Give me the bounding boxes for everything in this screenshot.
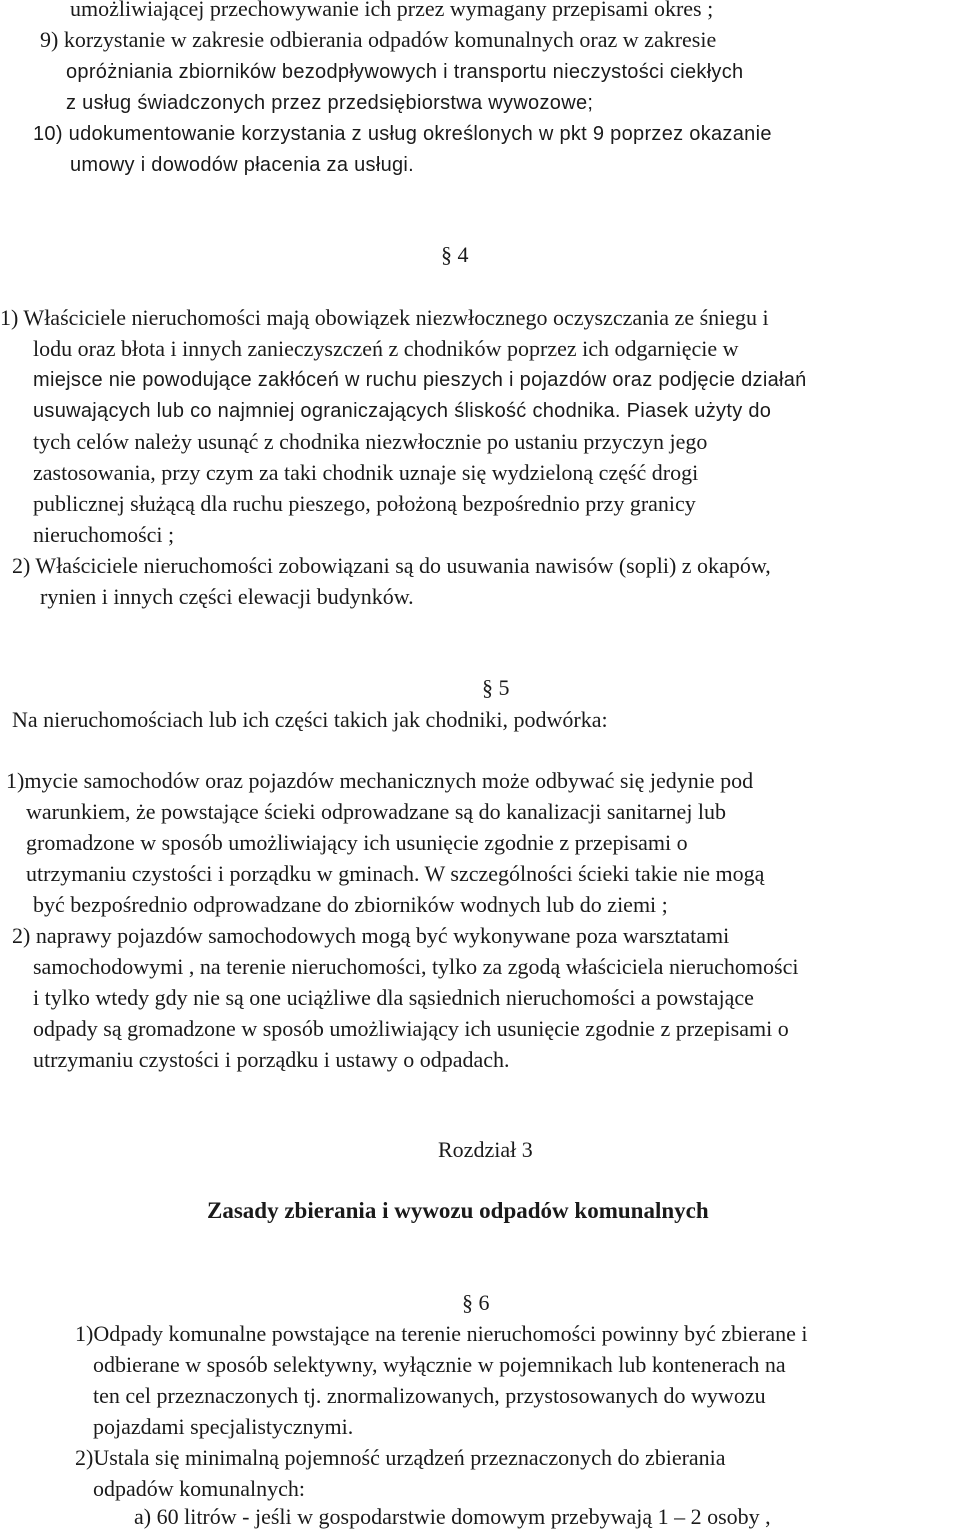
text-line: pojazdami specjalistycznymi. (93, 1414, 354, 1439)
chapter-title: Rozdział 3 (438, 1137, 533, 1162)
text-line: być bezpośrednio odprowadzane do zbiorników wodnych lub do ziemi ; (33, 892, 668, 917)
paragraph-5-1: 1)mycie samochodów oraz pojazdów mechanicznych może odbywać się jedynie pod (6, 768, 754, 793)
paragraph-6-2: 2)Ustala się minimalną pojemność urządzeń przeznaczonych do zbierania (75, 1445, 726, 1470)
text-line: tych celów należy usunąć z chodnika niezwłocznie po ustaniu przyczyn jego (33, 429, 708, 454)
text-line: gromadzone w sposób umożliwiający ich usunięcie zgodnie z przepisami o (26, 830, 688, 855)
text-line: umowy i dowodów płacenia za usługi. (70, 154, 415, 176)
chapter-heading: Zasady zbierania i wywozu odpadów komunalnych (207, 1198, 709, 1223)
text-line: miejsce nie powodujące zakłóceń w ruchu pieszych i pojazdów oraz podjęcie działań (33, 369, 807, 391)
list-item-10: 10) udokumentowanie korzystania z usług określonych w pkt 9 poprzez okazanie (33, 123, 772, 145)
text-line: lodu oraz błota i innych zanieczyszczeń z chodników poprzez ich odgarnięcie w (33, 336, 739, 361)
text-line: opróżniania zbiorników bezodpływowych i transportu nieczystości ciekłych (66, 61, 744, 83)
text-line: odpady są gromadzone w sposób umożliwiający ich usunięcie zgodnie z przepisami o (33, 1016, 789, 1041)
text-line: z usług świadczonych przez przedsiębiorstwa wywozowe; (66, 92, 594, 114)
text-line: umożliwiającej przechowywanie ich przez wymagany przepisami okres ; (70, 0, 714, 21)
paragraph-4-2: 2) Właściciele nieruchomości zobowiązani są do usuwania nawisów (sopli) z okapów, (12, 553, 771, 578)
paragraph-4-1: 1) Właściciele nieruchomości mają obowiązek niezwłocznego oczyszczania ze śniegu i (0, 305, 769, 330)
text-line: utrzymaniu czystości i porządku i ustawy o odpadach. (33, 1047, 510, 1072)
list-item-a: a) 60 litrów - jeśli w gospodarstwie domowym przebywają 1 – 2 osoby , (134, 1504, 771, 1529)
paragraph-6-1: 1)Odpady komunalne powstające na terenie nieruchomości powinny być zbierane i (75, 1321, 808, 1346)
text-line: publicznej służącą dla ruchu pieszego, położoną bezpośrednio przy granicy (33, 491, 696, 516)
text-line: i tylko wtedy gdy nie są one uciążliwe dla sąsiednich nieruchomości a powstające (33, 985, 754, 1010)
text-line: usuwających lub co najmniej ograniczających śliskość chodnika. Piasek użyty do (33, 400, 772, 422)
text-line: warunkiem, że powstające ścieki odprowadzane są do kanalizacji sanitarnej lub (26, 799, 727, 824)
text-line: rynien i innych części elewacji budynków. (40, 584, 414, 609)
paragraph-5-intro: Na nieruchomościach lub ich części takich jak chodniki, podwórka: (12, 707, 608, 732)
list-item-9: 9) korzystanie w zakresie odbierania odpadów komunalnych oraz w zakresie (40, 27, 717, 52)
text-line: samochodowymi , na terenie nieruchomości, tylko za zgodą właściciela nieruchomości (33, 954, 799, 979)
section-heading-5: § 5 (482, 675, 510, 700)
text-line: nieruchomości ; (33, 522, 175, 547)
text-line: odbierane w sposób selektywny, wyłącznie w pojemnikach lub kontenerach na (93, 1352, 786, 1377)
section-heading-4: § 4 (441, 242, 469, 267)
paragraph-5-2: 2) naprawy pojazdów samochodowych mogą być wykonywane poza warsztatami (12, 923, 730, 948)
text-line: ten cel przeznaczonych tj. znormalizowanych, przystosowanych do wywozu (93, 1383, 766, 1408)
text-line: utrzymaniu czystości i porządku w gminach. W szczególności ścieki takie nie mogą (26, 861, 765, 886)
text-line: odpadów komunalnych: (93, 1476, 306, 1501)
text-line: zastosowania, przy czym za taki chodnik uznaje się wydzieloną część drogi (33, 460, 699, 485)
section-heading-6: § 6 (462, 1290, 490, 1315)
